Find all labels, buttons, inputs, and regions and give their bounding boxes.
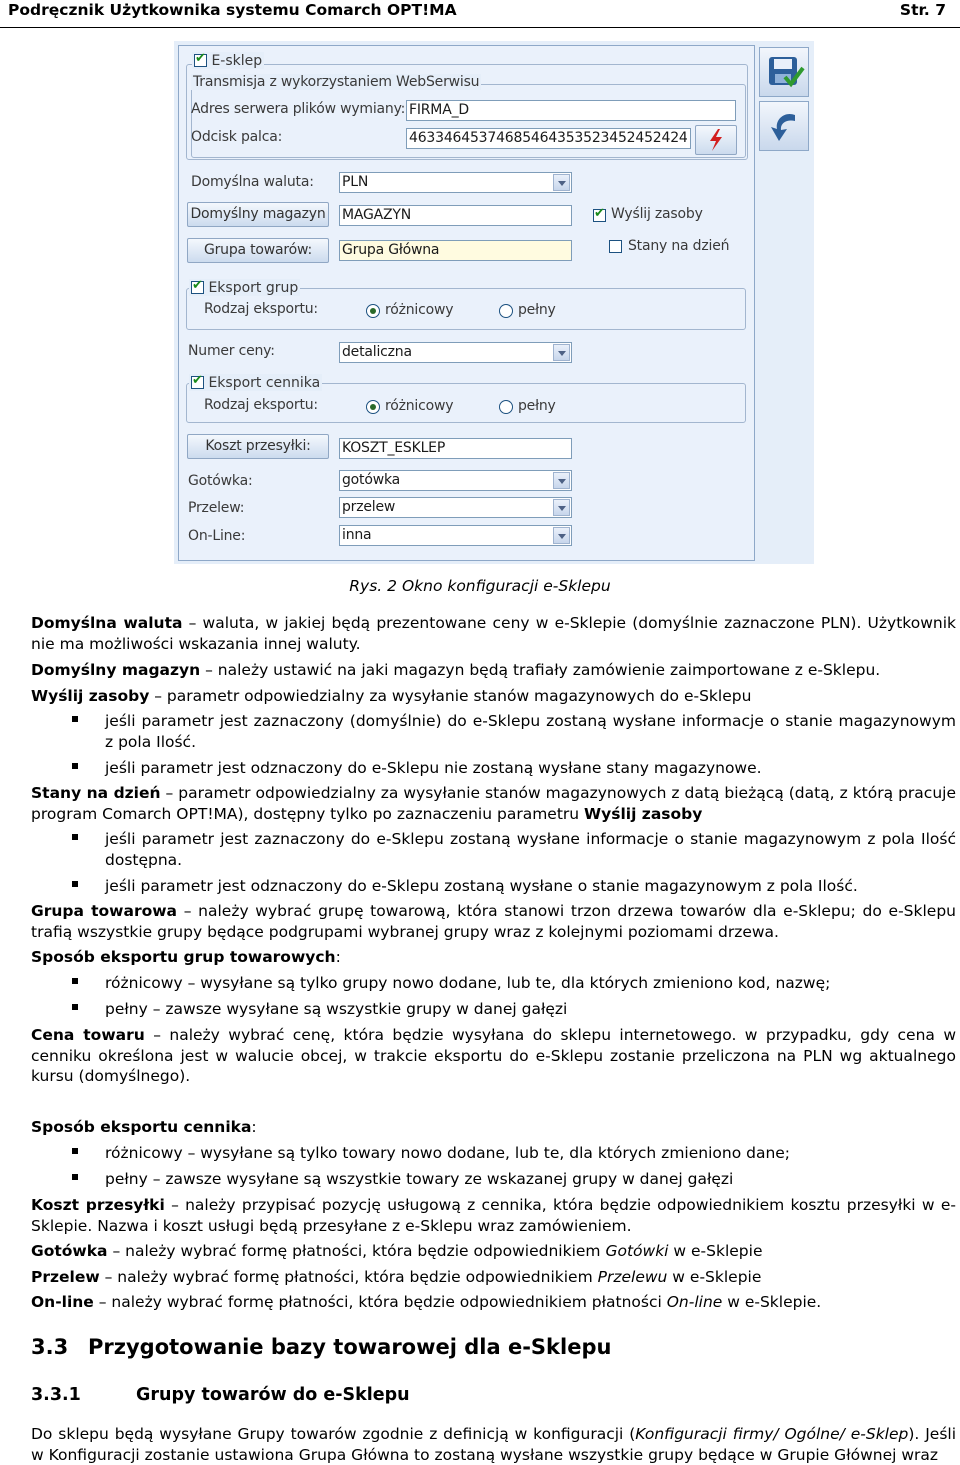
list-item: różnicowy – wysyłane są tylko towary nowo dodane, lub te, dla których zmieniono dane; <box>105 1144 791 1162</box>
chevron-down-icon[interactable] <box>553 499 570 516</box>
para-sposob-eksportu-grup: Sposób eksportu grup towarowych: <box>31 948 341 966</box>
list-item: jeśli parametr jest zaznaczony do e-Sklepu zostaną wysłane informacje o stanie magazynowym z pola Ilość dostępna. <box>105 830 956 869</box>
numer-ceny-select[interactable] <box>339 342 572 363</box>
header-page-number: Str. 7 <box>899 1 946 19</box>
save-button[interactable] <box>759 47 809 97</box>
para-online: On-line – należy wybrać formę płatności, która będzie odpowiednikiem płatności On-line w e-Sklepie. <box>31 1293 822 1311</box>
eksport-grup-label: Eksport grup <box>208 280 299 296</box>
eksport-cennika-title <box>189 374 322 391</box>
generate-fingerprint-button[interactable] <box>695 125 737 155</box>
list-item: pełny – zawsze wysyłane są wszystkie towary ze wskazanej grupy w danej gałęzi <box>105 1170 734 1188</box>
para-grupa-towarowa: Grupa towarowa – należy wybrać grupę towarową, która stanowi trzon drzewa towarów dla e-Sklepu; do e-Sklepu trafią wszystkie grupy będące podgrupami wybranej grupy wraz z kolejnymi poziomami drzewa. <box>31 902 956 941</box>
stany-na-dzien-label: Stany na dzień <box>628 238 730 254</box>
chevron-down-icon[interactable] <box>553 527 570 544</box>
para-przelew: Przelew – należy wybrać formę płatności, która będzie odpowiednikiem Przelewu w e-Sklepie <box>31 1268 762 1286</box>
esklep-config-dialog <box>174 41 814 564</box>
para-cena-towaru: Cena towaru – należy wybrać cenę, która będzie wysyłana do sklepu internetowego. w przypadku, gdy cena w cenniku określona jest w walucie obcej, w trakcie eksportu do e-Sklepu zostanie przeliczona na PLN wg aktualnego kursu (domyślnego). <box>31 1026 957 1085</box>
adres-label: Adres serwera plików wymiany: <box>191 101 406 117</box>
para-grupy-towarow: Do sklepu będą wysyłane Grupy towarów zgodnie z definicją w konfiguracji (Konfiguracji firmy/ Ogólne/ e-Sklep). Jeśli w Konfiguracji zostanie ustawiona Grupa Główna to zostaną wysłane wszystkie grupy będące w Grupie Głównej wraz <box>31 1425 957 1464</box>
grupy-pelny-radio[interactable] <box>499 304 513 318</box>
chevron-down-icon[interactable] <box>553 472 570 489</box>
cennik-roznicowy-radio[interactable] <box>366 400 380 414</box>
odcisk-input[interactable]: 46334645374685464353523452452424 <box>406 128 691 149</box>
subsection-heading: 3.3.1 Grupy towarów do e-Sklepu <box>31 1385 410 1405</box>
gotowka-value: gotówka <box>342 472 400 488</box>
przelew-select[interactable] <box>339 497 572 518</box>
wyslij-zasoby-checkbox[interactable] <box>593 209 606 222</box>
wyslij-zasoby-label: Wyślij zasoby <box>611 206 703 222</box>
magazyn-input[interactable]: MAGAZYN <box>339 205 572 226</box>
adres-input[interactable]: FIRMA_D <box>406 100 736 121</box>
bullet-icon <box>72 1148 78 1154</box>
numer-ceny-label: Numer ceny: <box>188 343 275 359</box>
list-item: jeśli parametr jest zaznaczony (domyślnie) do e-Sklepu zostaną wysłane informacje o stanie magazynowym z pola Ilość. <box>105 712 956 751</box>
przelew-label: Przelew: <box>188 500 245 516</box>
para-wyslij-zasoby: Wyślij zasoby – parametr odpowiedzialny za wysyłanie stanów magazynowych do e-Sklepu <box>31 687 752 705</box>
list-item: jeśli parametr jest odznaczony do e-Sklepu zostaną wysłane o stanie magazynowym z pola Ilość. <box>105 877 858 895</box>
waluta-value: PLN <box>342 174 369 190</box>
cennik-pelny-radio[interactable] <box>499 400 513 414</box>
eksport-grup-checkbox[interactable] <box>191 281 204 294</box>
waluta-select[interactable] <box>339 172 572 193</box>
rodzaj-eksportu-cennika-label: Rodzaj eksportu: <box>204 397 318 413</box>
figure-caption: Rys. 2 Okno konfiguracji e-Sklepu <box>349 577 611 595</box>
koszt-input[interactable]: KOSZT_ESKLEP <box>339 438 572 459</box>
transmisja-label: Transmisja z wykorzystaniem WebSerwisu <box>193 74 480 90</box>
eksport-grup-title <box>189 279 300 296</box>
stany-na-dzien-checkbox[interactable] <box>609 240 622 253</box>
header-title: Podręcznik Użytkownika systemu Comarch OPT!MA <box>8 1 457 19</box>
grupy-pelny-label: pełny <box>518 302 556 318</box>
przelew-value: przelew <box>342 499 396 515</box>
bullet-icon <box>72 763 78 769</box>
save-icon <box>765 53 805 93</box>
product-group-button[interactable]: Grupa towarów: <box>187 238 329 263</box>
esklep-label: E-sklep <box>211 53 263 69</box>
list-item: jeśli parametr jest odznaczony do e-Sklepu nie zostaną wysłane stany magazynowe. <box>105 759 762 777</box>
eksport-cennika-label: Eksport cennika <box>208 375 321 391</box>
bullet-icon <box>72 978 78 984</box>
rodzaj-eksportu-grup-label: Rodzaj eksportu: <box>204 301 318 317</box>
undo-button[interactable] <box>759 101 809 151</box>
numer-ceny-value: detaliczna <box>342 344 412 360</box>
online-value: inna <box>342 527 372 543</box>
chevron-down-icon[interactable] <box>553 344 570 361</box>
odcisk-label: Odcisk palca: <box>191 129 283 145</box>
cennik-roznicowy-label: różnicowy <box>385 398 454 414</box>
bullet-icon <box>72 834 78 840</box>
list-item: pełny – zawsze wysyłane są wszystkie grupy w danej gałęzi <box>105 1000 568 1018</box>
para-domyslna-waluta: Domyślna waluta – waluta, w jakiej będą prezentowane ceny w e-Sklepie (domyślnie zaznaczone PLN). Użytkownik nie ma możliwości wskazania innej waluty. <box>31 614 956 653</box>
list-item: różnicowy – wysyłane są tylko grupy nowo dodane, lub te, dla których zmieniono kod, nazwę; <box>105 974 831 992</box>
section-heading: 3.3 Przygotowanie bazy towarowej dla e-Sklepu <box>31 1335 612 1359</box>
gotowka-label: Gotówka: <box>188 473 253 489</box>
para-sposob-eksportu-cennika: Sposób eksportu cennika: <box>31 1118 257 1136</box>
grupa-input[interactable]: Grupa Główna <box>339 240 572 261</box>
chevron-down-icon[interactable] <box>553 174 570 191</box>
default-warehouse-button[interactable]: Domyślny magazyn <box>187 202 329 227</box>
undo-arrow-icon <box>765 107 805 147</box>
para-koszt-przesylki: Koszt przesyłki – należy przypisać pozycję usługową z cennika, która będzie odpowiednikiem kosztu przesyłki w e-Sklepie. Nazwa i koszt usługi będą przesyłane z e-Sklepu wraz zamówieniem. <box>31 1196 956 1235</box>
para-stany-na-dzien: Stany na dzień – parametr odpowiedzialny za wysyłanie stanów magazynowych z datą bieżącą (datą, z którą pracuje program Comarch OPT!MA), dostępny tylko po zaznaczeniu parametru Wyślij zasoby <box>31 784 956 823</box>
online-select[interactable] <box>339 525 572 546</box>
esklep-checkbox[interactable] <box>194 54 207 67</box>
para-domyslny-magazyn: Domyślny magazyn – należy ustawić na jaki magazyn będą trafiały zamówienie zaimportowane z e-Sklepu. <box>31 661 881 679</box>
esklep-group-title <box>192 52 264 69</box>
waluta-label: Domyślna waluta: <box>191 174 314 190</box>
cennik-pelny-label: pełny <box>518 398 556 414</box>
eksport-cennika-checkbox[interactable] <box>191 376 204 389</box>
bullet-icon <box>72 716 78 722</box>
online-label: On-Line: <box>188 528 246 544</box>
page-header <box>0 0 960 28</box>
bullet-icon <box>72 1174 78 1180</box>
shipping-cost-button[interactable]: Koszt przesyłki: <box>187 434 329 459</box>
para-gotowka: Gotówka – należy wybrać formę płatności, która będzie odpowiednikiem Gotówki w e-Sklepie <box>31 1242 763 1260</box>
bullet-icon <box>72 881 78 887</box>
gotowka-select[interactable] <box>339 470 572 491</box>
grupy-roznicowy-radio[interactable] <box>366 304 380 318</box>
bullet-icon <box>72 1004 78 1010</box>
lightning-icon <box>696 126 736 154</box>
grupy-roznicowy-label: różnicowy <box>385 302 454 318</box>
